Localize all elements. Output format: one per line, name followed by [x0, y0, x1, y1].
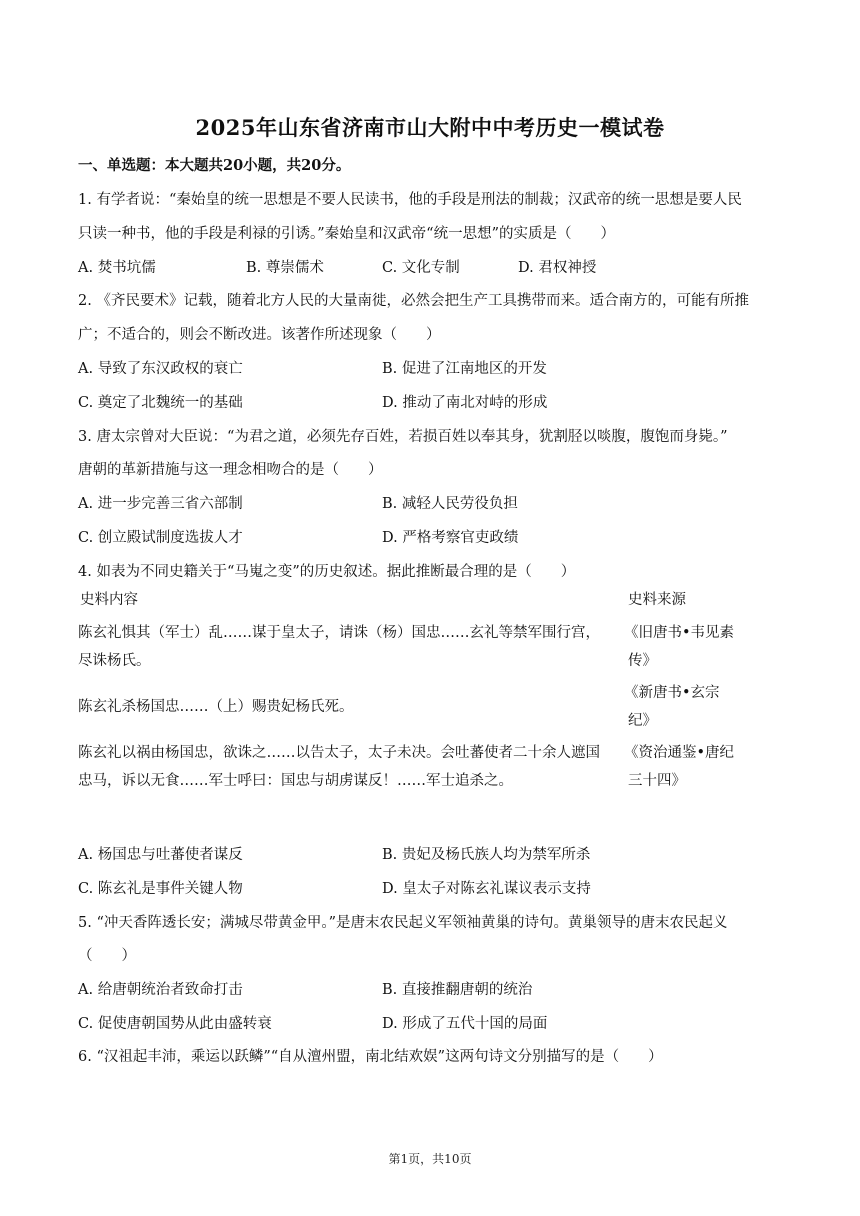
question-5-option-d: D. 形成了五代十国的局面 — [382, 1016, 548, 1032]
question-3-line-2: 唐朝的革新措施与这一理念相吻合的是（ ） — [78, 462, 383, 478]
section-heading: 一、单选题：本大题共20小题，共20分。 — [78, 157, 351, 174]
table-row-2-source-line-1: 《新唐书•玄宗 — [624, 685, 720, 701]
question-2-line-1: 2. 《齐民要术》记载，随着北方人民的大量南徙，必然会把生产工具携带而来。适合南方的，可能有所推 — [78, 293, 749, 309]
table-row-1-content-line-1: 陈玄礼惧其（军士）乱……谋于皇太子，请诛（杨）国忠……玄礼等禁军围行宫， — [78, 625, 600, 641]
question-5-option-a: A. 给唐朝统治者致命打击 — [78, 982, 243, 998]
table-row-3-source-line-1: 《资治通鉴•唐纪 — [624, 745, 735, 761]
question-3-option-d: D. 严格考察官吏政绩 — [382, 530, 519, 546]
table-row-2-source-line-2: 纪》 — [628, 713, 657, 729]
question-5-line-2: （ ） — [78, 948, 136, 964]
table-row-3-content-line-1: 陈玄礼以祸由杨国忠，欲诛之……以告太子，太子未决。会吐蕃使者二十余人遮国 — [78, 745, 600, 761]
question-3-option-c: C. 创立殿试制度选拔人才 — [78, 530, 243, 546]
question-5-line-1: 5. “冲天香阵透长安；满城尽带黄金甲。”是唐末农民起义军领袖黄巢的诗句。黄巢领导的唐末农民起义 — [78, 915, 728, 931]
question-5-option-b: B. 直接推翻唐朝的统治 — [382, 982, 533, 998]
table-row-1-source-line-1: 《旧唐书•韦见素 — [624, 625, 735, 641]
page-title: 2025年山东省济南市山大附中中考历史一模试卷 — [195, 115, 665, 140]
question-4-option-c: C. 陈玄礼是事件关键人物 — [78, 881, 243, 897]
table-row-1-content-line-2: 尽诛杨氏。 — [78, 653, 151, 669]
question-3-line-1: 3. 唐太宗曾对大臣说：“为君之道，必须先存百姓，若损百姓以奉其身，犹割胫以啖腹，腹饱而身毙。” — [78, 429, 728, 445]
table-row-3-source-line-2: 三十四》 — [628, 773, 686, 789]
question-1-option-d: D. 君权神授 — [518, 260, 597, 276]
question-2-option-b: B. 促进了江南地区的开发 — [382, 361, 547, 377]
question-6-line-1: 6. “汉祖起丰沛，乘运以跃鳞”“自从澶州盟，南北结欢娱”这两句诗文分别描写的是（ ） — [78, 1049, 663, 1065]
question-1-line-1: 1. 有学者说：“秦始皇的统一思想是不要人民读书，他的手段是刑法的制裁；汉武帝的统一思想是要人民 — [78, 192, 742, 208]
question-5-option-c: C. 促使唐朝国势从此由盛转衰 — [78, 1016, 272, 1032]
question-1-line-2: 只读一种书，他的手段是利禄的引诱。”秦始皇和汉武帝“统一思想”的实质是（ ） — [78, 226, 615, 242]
question-4-option-b: B. 贵妃及杨氏族人均为禁军所杀 — [382, 847, 591, 863]
page-footer: 第1页，共10页 — [388, 1152, 472, 1166]
question-1-option-c: C. 文化专制 — [382, 260, 460, 276]
question-1-option-b: B. 尊崇儒术 — [246, 260, 324, 276]
table-header-source: 史料来源 — [628, 592, 686, 608]
question-3-option-a: A. 进一步完善三省六部制 — [78, 496, 243, 512]
question-4-line-1: 4. 如表为不同史籍关于“马嵬之变”的历史叙述。据此推断最合理的是（ ） — [78, 564, 576, 580]
question-1-option-a: A. 焚书坑儒 — [78, 260, 156, 276]
table-header-content: 史料内容 — [80, 592, 138, 608]
table-row-3-content-line-2: 忠马，诉以无食……军士呼曰：国忠与胡虏谋反！……军士追杀之。 — [78, 773, 513, 789]
table-row-2-content-line-1: 陈玄礼杀杨国忠……（上）赐贵妃杨氏死。 — [78, 699, 354, 715]
question-2-option-d: D. 推动了南北对峙的形成 — [382, 395, 548, 411]
question-2-option-a: A. 导致了东汉政权的衰亡 — [78, 361, 243, 377]
question-4-option-a: A. 杨国忠与吐蕃使者谋反 — [78, 847, 243, 863]
question-2-option-c: C. 奠定了北魏统一的基础 — [78, 395, 243, 411]
question-3-option-b: B. 减轻人民劳役负担 — [382, 496, 518, 512]
question-2-line-2: 广；不适合的，则会不断改进。该著作所述现象（ ） — [78, 327, 441, 343]
table-row-1-source-line-2: 传》 — [628, 653, 657, 669]
question-4-option-d: D. 皇太子对陈玄礼谋议表示支持 — [382, 881, 591, 897]
